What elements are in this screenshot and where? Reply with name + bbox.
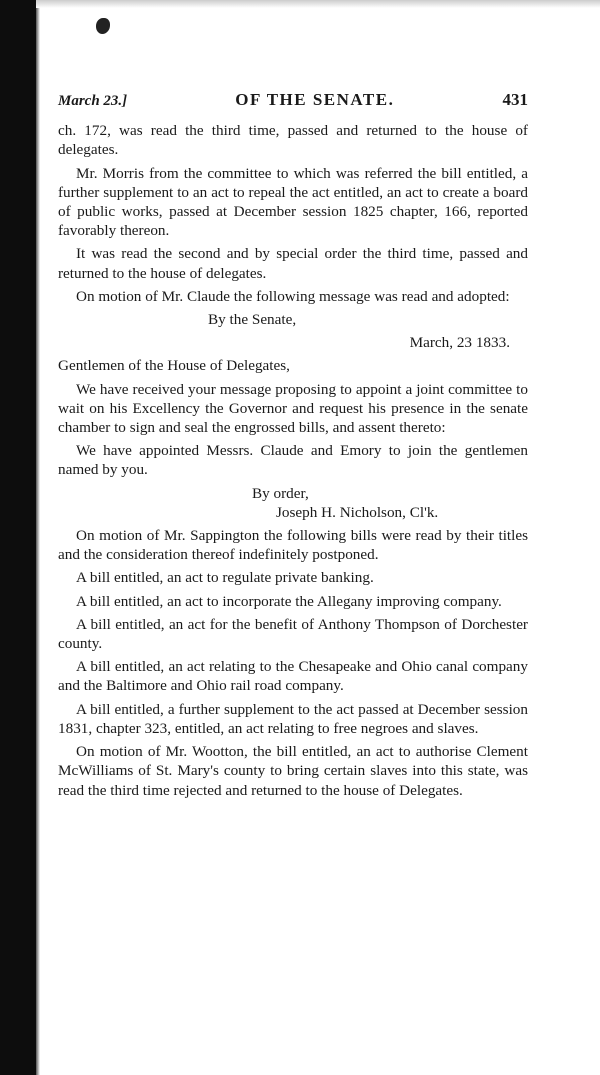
- message-date: March, 23 1833.: [409, 334, 510, 352]
- document-page: [58, 90, 528, 800]
- signature: Joseph H. Nicholson, Cl'k.: [276, 503, 439, 521]
- header-date: March 23.]: [58, 93, 128, 109]
- message-heading: By the Senate,: [208, 311, 297, 329]
- bill-item: A bill entitled, an act to incorporate the Allegany improving company.: [76, 592, 502, 610]
- paragraph: We have appointed Messrs. Claude and Emory to join the gentlemen named by you.: [58, 442, 528, 479]
- paragraph: On motion of Mr. Sappington the following bills were read by their titles and the consideration thereof indefinitely postponed.: [58, 527, 528, 564]
- bill-item: A bill entitled, a further supplement to the act passed at December session 1831, chapter 323, entitled, an act relating to free negroes and slaves.: [58, 700, 528, 737]
- running-header: [58, 90, 528, 111]
- bill-item: A bill entitled, an act for the benefit of Anthony Thompson of Dorchester county.: [58, 615, 528, 653]
- paragraph: We have received your message proposing to appoint a joint committee to wait on his Excellency the Governor and request his presence in the senate chamber to sign and seal the engrossed bills, and assent thereto:: [58, 380, 528, 437]
- message-salutation: Gentlemen of the House of Delegates,: [58, 357, 290, 375]
- bill-item: A bill entitled, an act to regulate private banking.: [76, 569, 374, 587]
- paragraph: It was read the second and by special order the third time, passed and returned to the house of delegates.: [58, 245, 528, 282]
- spine-edge: [36, 0, 40, 1075]
- paragraph: Mr. Morris from the committee to which was referred the bill entitled, a further supplement to an act to repeal the act entitled, an act to create a board of public works, passed at December session 1825 chapter, 166, reported favorably thereon.: [58, 164, 528, 240]
- bill-item: A bill entitled, an act relating to the Chesapeake and Ohio canal company and the Baltimore and Ohio rail road company.: [58, 658, 528, 695]
- ink-blot: [96, 18, 110, 34]
- paragraph: On motion of Mr. Wootton, the bill entitled, an act to authorise Clement McWilliams of St. Mary's county to bring certain slaves into this state, was read the third time rejected and returned to the house of Delegates.: [58, 743, 528, 799]
- page-number: 431: [502, 90, 528, 109]
- book-spine-shadow: [0, 0, 36, 1075]
- header-title: OF THE SENATE.: [235, 90, 395, 109]
- paragraph: On motion of Mr. Claude the following message was read and adopted:: [76, 287, 510, 305]
- paragraph: ch. 172, was read the third time, passed and returned to the house of delegates.: [58, 122, 528, 159]
- by-order: By order,: [252, 484, 309, 502]
- page-top-edge: [36, 0, 600, 8]
